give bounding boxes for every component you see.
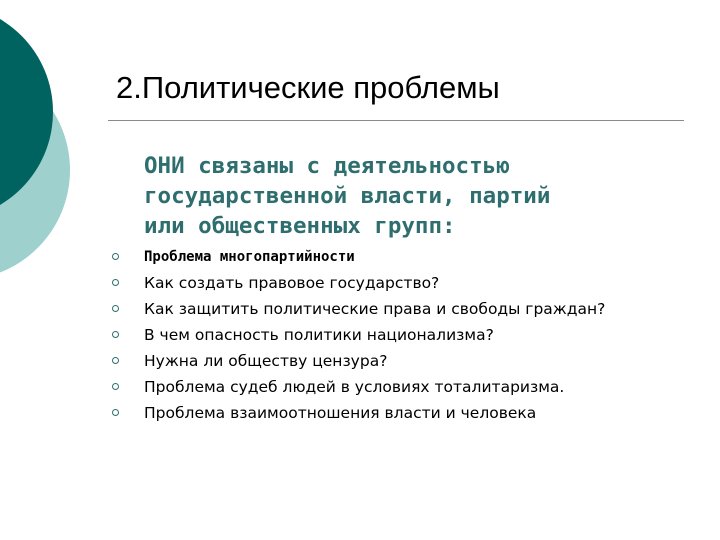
list-item — [110, 374, 605, 400]
list-item-text: Проблема судеб людей в условиях тоталитаризма. — [144, 378, 565, 396]
hollow-circle-icon — [112, 409, 119, 416]
hollow-circle-icon — [112, 357, 119, 364]
hollow-circle-icon — [112, 331, 119, 338]
intro-paragraph — [144, 151, 704, 241]
slide-title: 2.Политические проблемы — [116, 70, 500, 105]
intro-line: ОНИ связаны с деятельностью — [144, 153, 510, 179]
hollow-circle-icon — [112, 383, 119, 390]
hollow-circle-icon — [112, 253, 119, 260]
list-item — [110, 322, 605, 348]
title-divider — [108, 120, 684, 121]
list-item — [110, 244, 605, 270]
list-item — [110, 296, 605, 322]
list-item-text: Проблема многопартийности — [144, 249, 355, 265]
list-item — [110, 348, 605, 374]
intro-line: или общественных групп: — [144, 213, 456, 239]
list-item — [110, 270, 605, 296]
list-item-text: Как защитить политические права и свободы граждан? — [144, 300, 606, 318]
problems-list — [110, 244, 605, 426]
list-item-text: В чем опасность политики национализма? — [144, 326, 494, 344]
list-item-text: Как создать правовое государство? — [144, 274, 440, 292]
intro-line: государственной власти, партий — [144, 183, 551, 209]
list-item-text: Нужна ли обществу цензура? — [144, 352, 388, 370]
hollow-circle-icon — [112, 305, 119, 312]
decorative-circles-graphic — [0, 0, 120, 300]
list-item — [110, 400, 605, 426]
list-item-text: Проблема взаимоотношения власти и человека — [144, 404, 537, 422]
hollow-circle-icon — [112, 279, 119, 286]
